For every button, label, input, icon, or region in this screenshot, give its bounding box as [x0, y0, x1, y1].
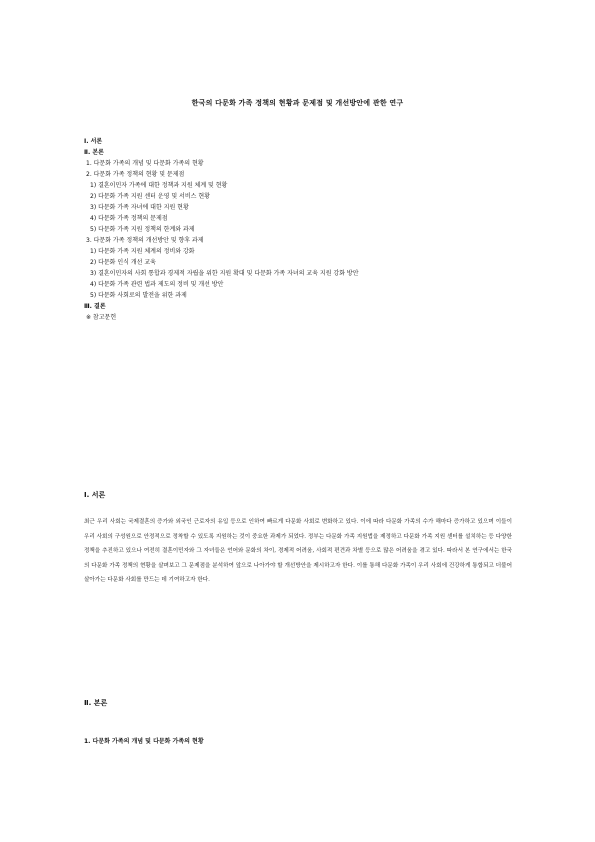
toc-item: 4) 다문화 가족 정책의 문제점	[90, 215, 168, 222]
table-of-contents	[84, 136, 514, 323]
toc-item: 3. 다문화 가족 정책의 개선방안 및 향후 과제	[86, 237, 204, 244]
intro-heading: Ⅰ. 서론	[84, 491, 106, 499]
toc-item: ※ 참고문헌	[86, 314, 117, 321]
toc-item: Ⅲ. 결론	[84, 303, 106, 310]
toc-item: 2) 다문화 인식 개선 교육	[90, 259, 156, 266]
intro-paragraph: 최근 우리 사회는 국제결혼의 증가와 외국인 근로자의 유입 등으로 인하여 빠르게 다문화 사회로 변화하고 있다. 이에 따라 다문화 가족의 수가 해마다 증가하고 있으며 이들이 우리 사회의 구성원으로 안정적으로 정착할 수 있도록 지원하는 것이 중요한 과제가 되었다. 정부는 다문화 가족 지원법을 제정하고 다문화 가족 지원 센터를 설치하는 등 다양한 정책을 추진하고 있으나 여전히 결혼이민자와 그 자녀들은 언어와 문화의 차이, 경제적 어려움, 사회적 편견과 차별 등으로 많은 어려움을 겪고 있다. 따라서 본 연구에서는 한국의 다문화 가족 정책의 현황을 살펴보고 그 문제점을 분석하여 앞으로 나아가야 할 개선방안을 제시하고자 한다. 이를 통해 다문화 가족이 우리 사회에 건강하게 통합되고 더불어 살아가는 다문화 사회를 만드는 데 기여하고자 한다.	[84, 519, 512, 584]
document-title: 한국의 다문화 가족 정책의 현황과 문제점 및 개선방안에 관한 연구	[191, 99, 404, 107]
toc-item: 1) 다문화 가족 지원 체계의 정비와 강화	[90, 248, 195, 255]
toc-item: Ⅰ. 서론	[84, 138, 103, 145]
toc-item: 1. 다문화 가족의 개념 및 다문화 가족의 현황	[86, 160, 204, 167]
toc-item: 2) 다문화 가족 지원 센터 운영 및 서비스 현황	[90, 193, 210, 200]
toc-item: 5) 다문화 사회로의 발전을 위한 과제	[90, 292, 187, 299]
body-section-heading: 1. 다문화 가족의 개념 및 다문화 가족의 현황	[84, 738, 204, 745]
toc-item: 5) 다문화 가족 지원 정책의 한계와 과제	[90, 226, 195, 233]
toc-item: 1) 결혼이민자 가족에 대한 정책과 지원 체계 및 현황	[90, 182, 228, 189]
toc-item: 2. 다문화 가족 정책의 현황 및 문제점	[86, 171, 185, 178]
toc-item: 4) 다문화 가족 관련 법과 제도의 정비 및 개선 방안	[90, 281, 224, 288]
toc-item: Ⅱ. 본론	[84, 149, 104, 156]
toc-item: 3) 다문화 가족 자녀에 대한 지원 현황	[90, 204, 189, 211]
body-heading: Ⅱ. 본론	[84, 699, 108, 707]
toc-item: 3) 결혼이민자의 사회 통합과 경제적 자립을 위한 지원 확대 및 다문화 가족 자녀의 교육 지원 강화 방안	[90, 270, 359, 277]
